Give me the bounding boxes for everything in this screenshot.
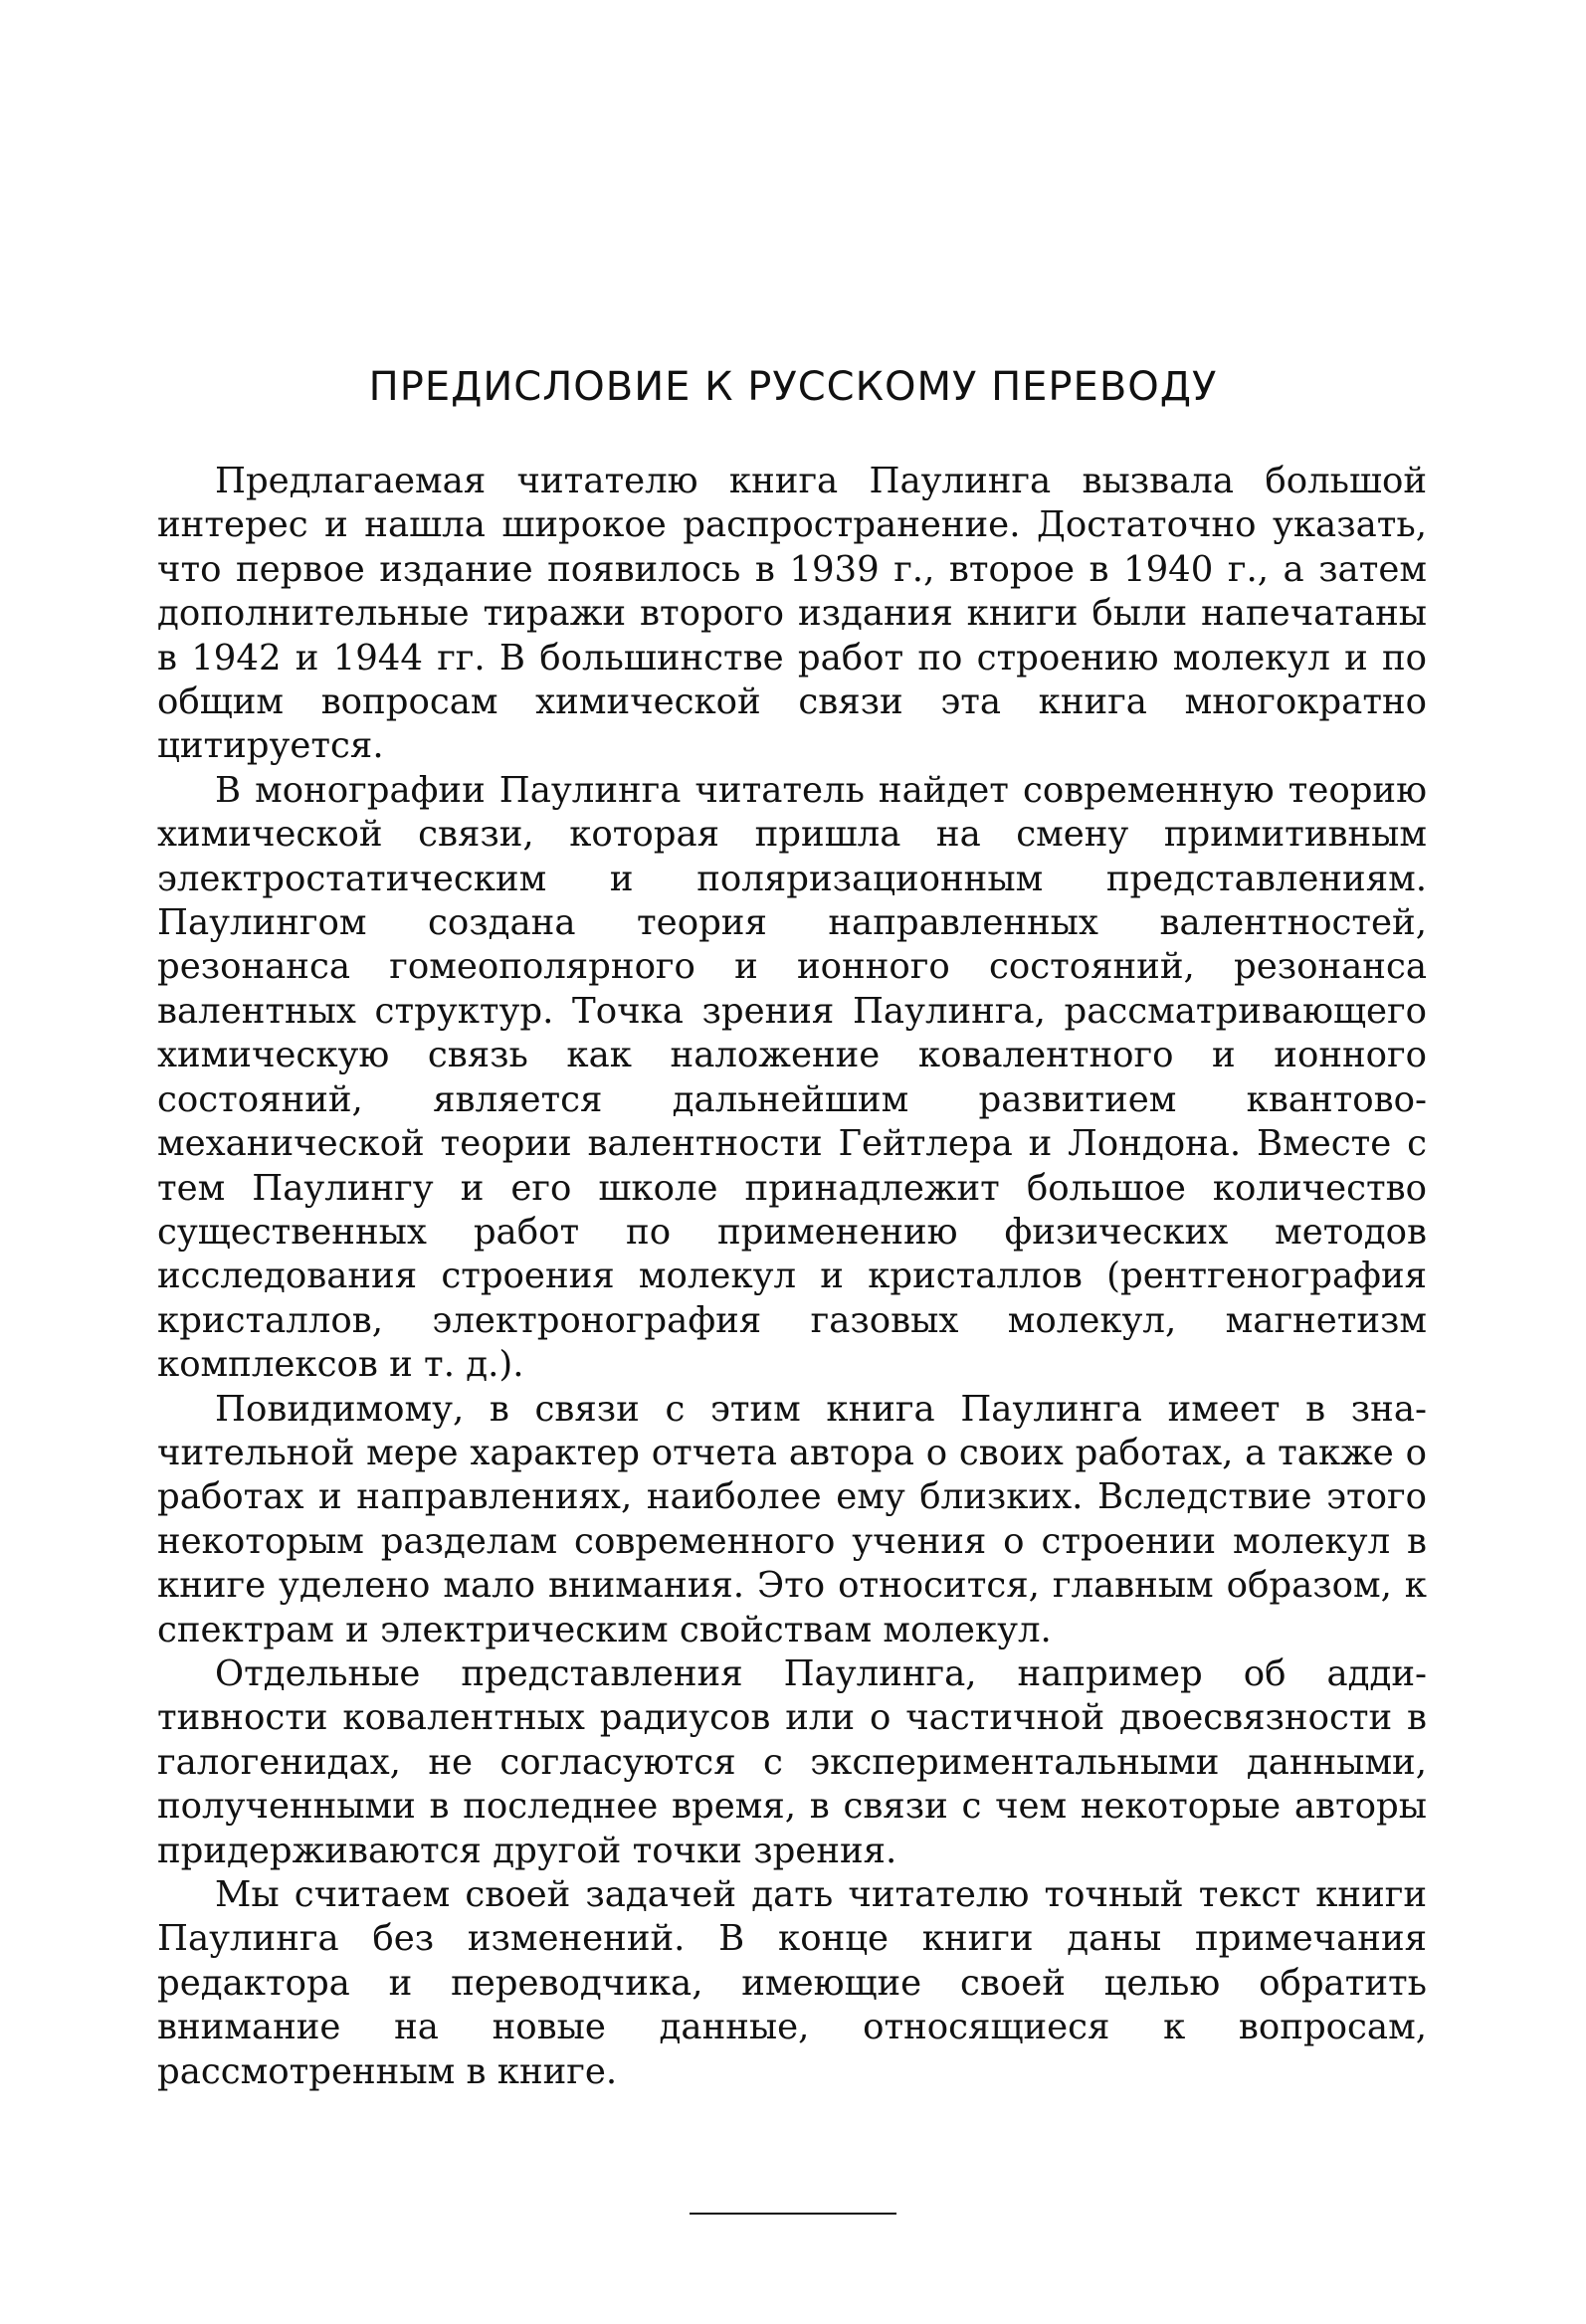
paragraph-5: Мы считаем своей задачей дать читателю точный текст книги Паулинга без изменений. В конце книги даны примечания редактора и переводчика, имеющие своей целью обратить внимание на новые данные, относящиеся к вопросам, рассмотренным в книге. — [157, 1874, 1427, 2092]
end-divider-rule — [690, 2213, 896, 2215]
paragraph-2: В монографии Паулинга читатель найдет современную теорию химической связи, которая пришла на смену примитивным электростатическим и поляризационным представлениям. Паулингом создана теория направленных валентностей, резонанса гомеополярного и ионного состояний, резонанса валентных структур. Точка зрения Паулинга, рассматривающего химическую связь как наложение ковалентного и ионного состояний, является дальнейшим развитием квантово-механической теории валентности Гейтлера и Лондона. Вместе с тем Паулингу и его школе принадлежит большое количество существенных работ по применению физических методов исследования строения молекул и кристаллов (рентгенография кристаллов, электронография газовых молекул, магнетизм комплексов и т. д.). — [157, 769, 1427, 1386]
paragraph-1: Предлагаемая читателю книга Паулинга вызвала большой интерес и нашла широкое распространение. Достаточно указать, что первое издание появилось в 1939 г., второе в 1940 г., а затем дополнительные тиражи второго издания книги были напечатаны в 1942 и 1944 гг. В большинстве работ по строению молекул и по общим вопросам химической связи эта книга многократно цитируется. — [157, 461, 1427, 767]
paragraph-4: Отдельные представления Паулинга, например об аддитивности ковалентных радиусов или о частичной двоесвязности в галогенидах, не согласуются с экспериментальными данными, полученными в последнее время, в связи с чем некоторые авторы придерживаются другой точки зрения. — [157, 1652, 1427, 1871]
page-title: ПРЕДИСЛОВИЕ К РУССКОМУ ПЕРЕВОДУ — [368, 364, 1218, 410]
preface-body — [157, 460, 1427, 2094]
paragraph-3: Повидимому, в связи с этим книга Паулинга имеет в значительной мере характер отчета автора о своих работах, а также о работах и направлениях, наиболее ему близких. Вследствие этого некоторым разделам современного учения о строении молекул в книге уделено мало внимания. Это относится, главным образом, к спектрам и электрическим свойствам молекул. — [157, 1388, 1427, 1650]
